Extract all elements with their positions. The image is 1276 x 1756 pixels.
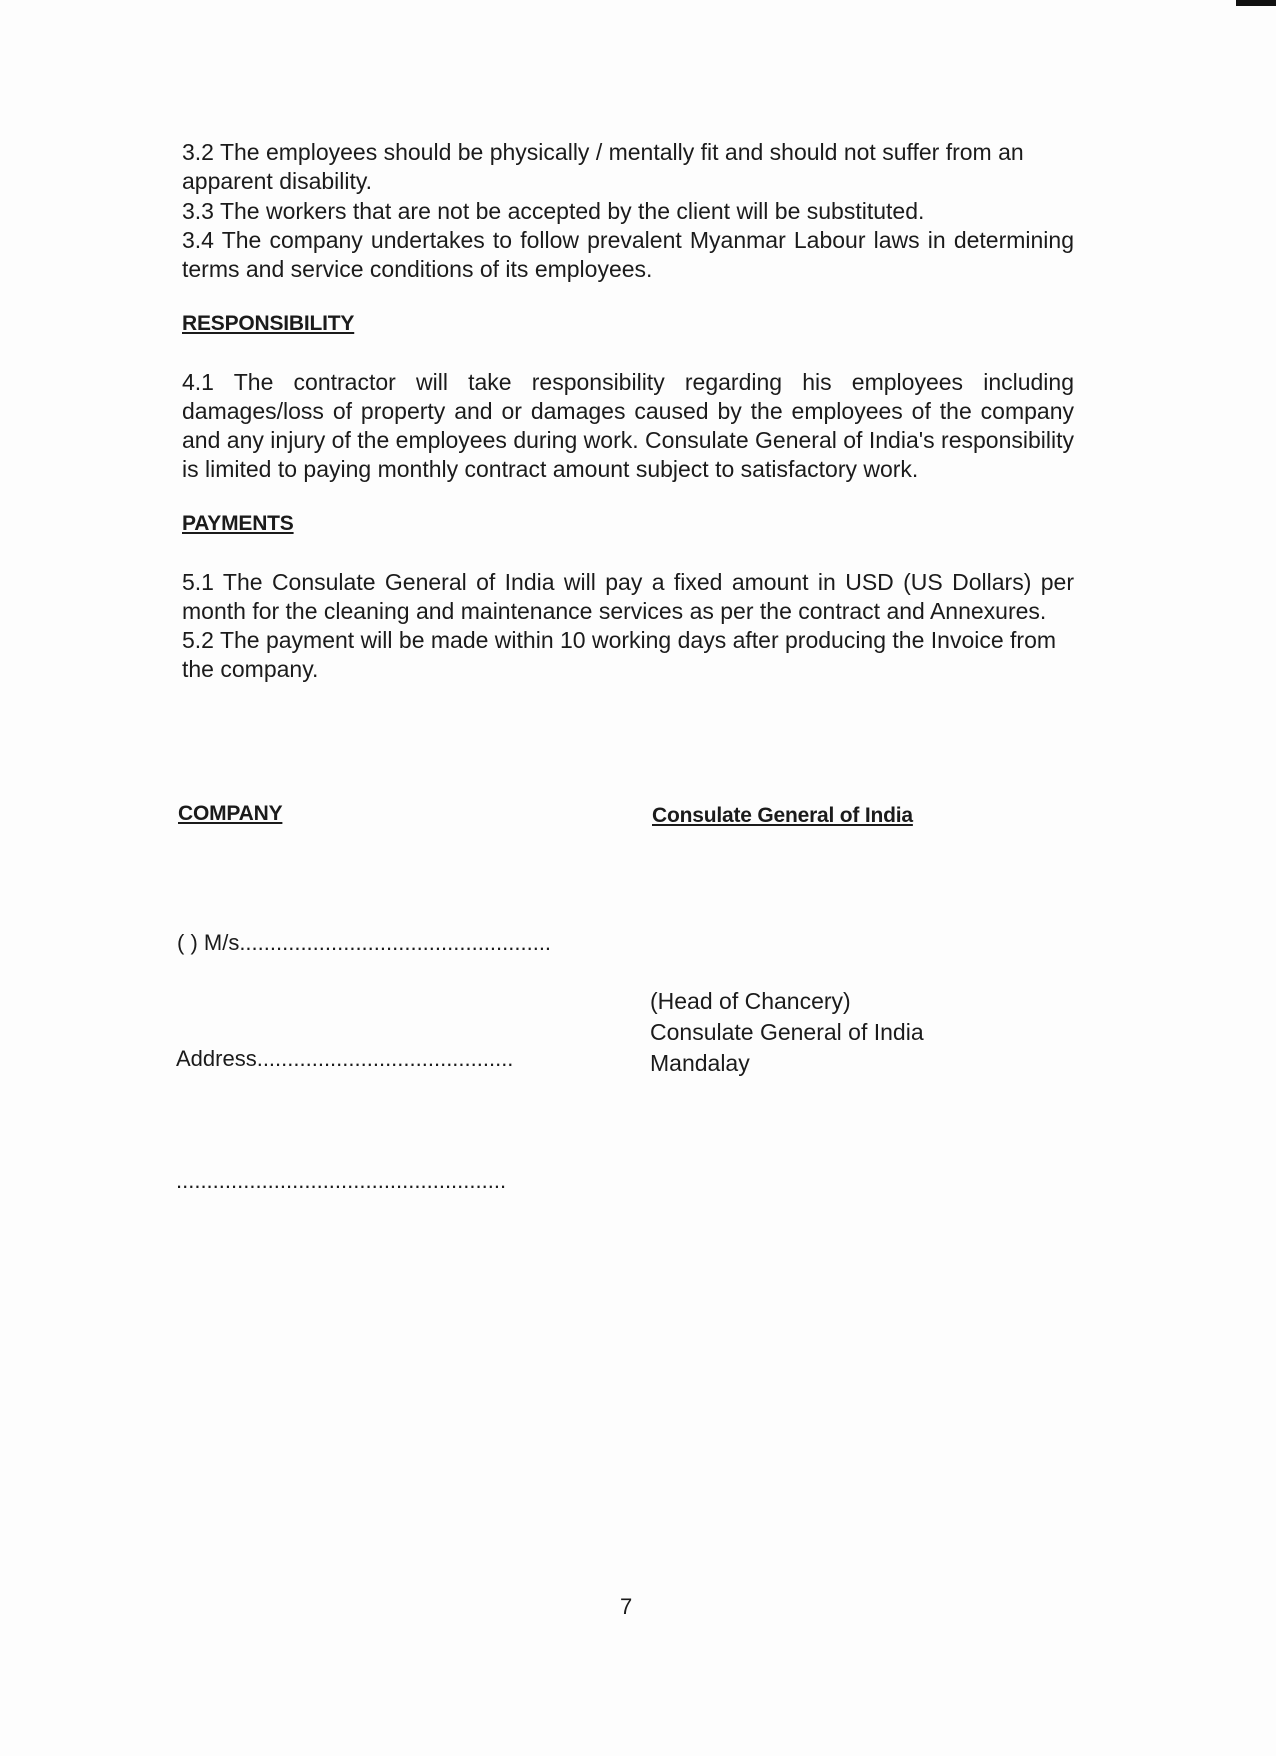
clause-3-4: 3.4 The company undertakes to follow prevalent Myanmar Labour laws in determining terms and service conditions of its employees. bbox=[182, 227, 1074, 282]
cgi-signatory bbox=[650, 986, 924, 1079]
clause-3-3: 3.3 The workers that are not be accepted by the client will be substituted. bbox=[182, 198, 925, 224]
clause-3-2: 3.2 The employees should be physically / mentally fit and should not suffer from an apparent disability. bbox=[182, 139, 1024, 194]
cgi-location: Mandalay bbox=[650, 1050, 750, 1076]
heading-responsibility: RESPONSIBILITY bbox=[182, 312, 355, 335]
clause-4-1: 4.1 The contractor will take responsibility regarding his employees including damages/loss of property and or damages caused by the employees of the company and any injury of the employees during work. Consulate General of India's responsibility is limited to paying monthly contract amount subject to satisfactory work. bbox=[182, 369, 1074, 482]
company-address-field: Address.......................................... bbox=[176, 1046, 514, 1071]
scan-edge-mark bbox=[1236, 0, 1276, 6]
document-body bbox=[182, 138, 1074, 684]
cgi-heading: Consulate General of India bbox=[652, 804, 913, 827]
clause-5-2: 5.2 The payment will be made within 10 working days after producing the Invoice from the company. bbox=[182, 627, 1057, 682]
page-number: 7 bbox=[620, 1594, 633, 1619]
company-name-field: ( ) M/s................................................... bbox=[177, 930, 552, 955]
company-heading: COMPANY bbox=[178, 802, 283, 825]
company-extra-line: ...................................................... bbox=[176, 1168, 507, 1193]
heading-payments: PAYMENTS bbox=[182, 512, 294, 535]
clause-5-1: 5.1 The Consulate General of India will pay a fixed amount in USD (US Dollars) per month for the cleaning and maintenance services as per the contract and Annexures. bbox=[182, 569, 1074, 624]
cgi-name: Consulate General of India bbox=[650, 1019, 924, 1045]
cgi-title: (Head of Chancery) bbox=[650, 988, 851, 1014]
